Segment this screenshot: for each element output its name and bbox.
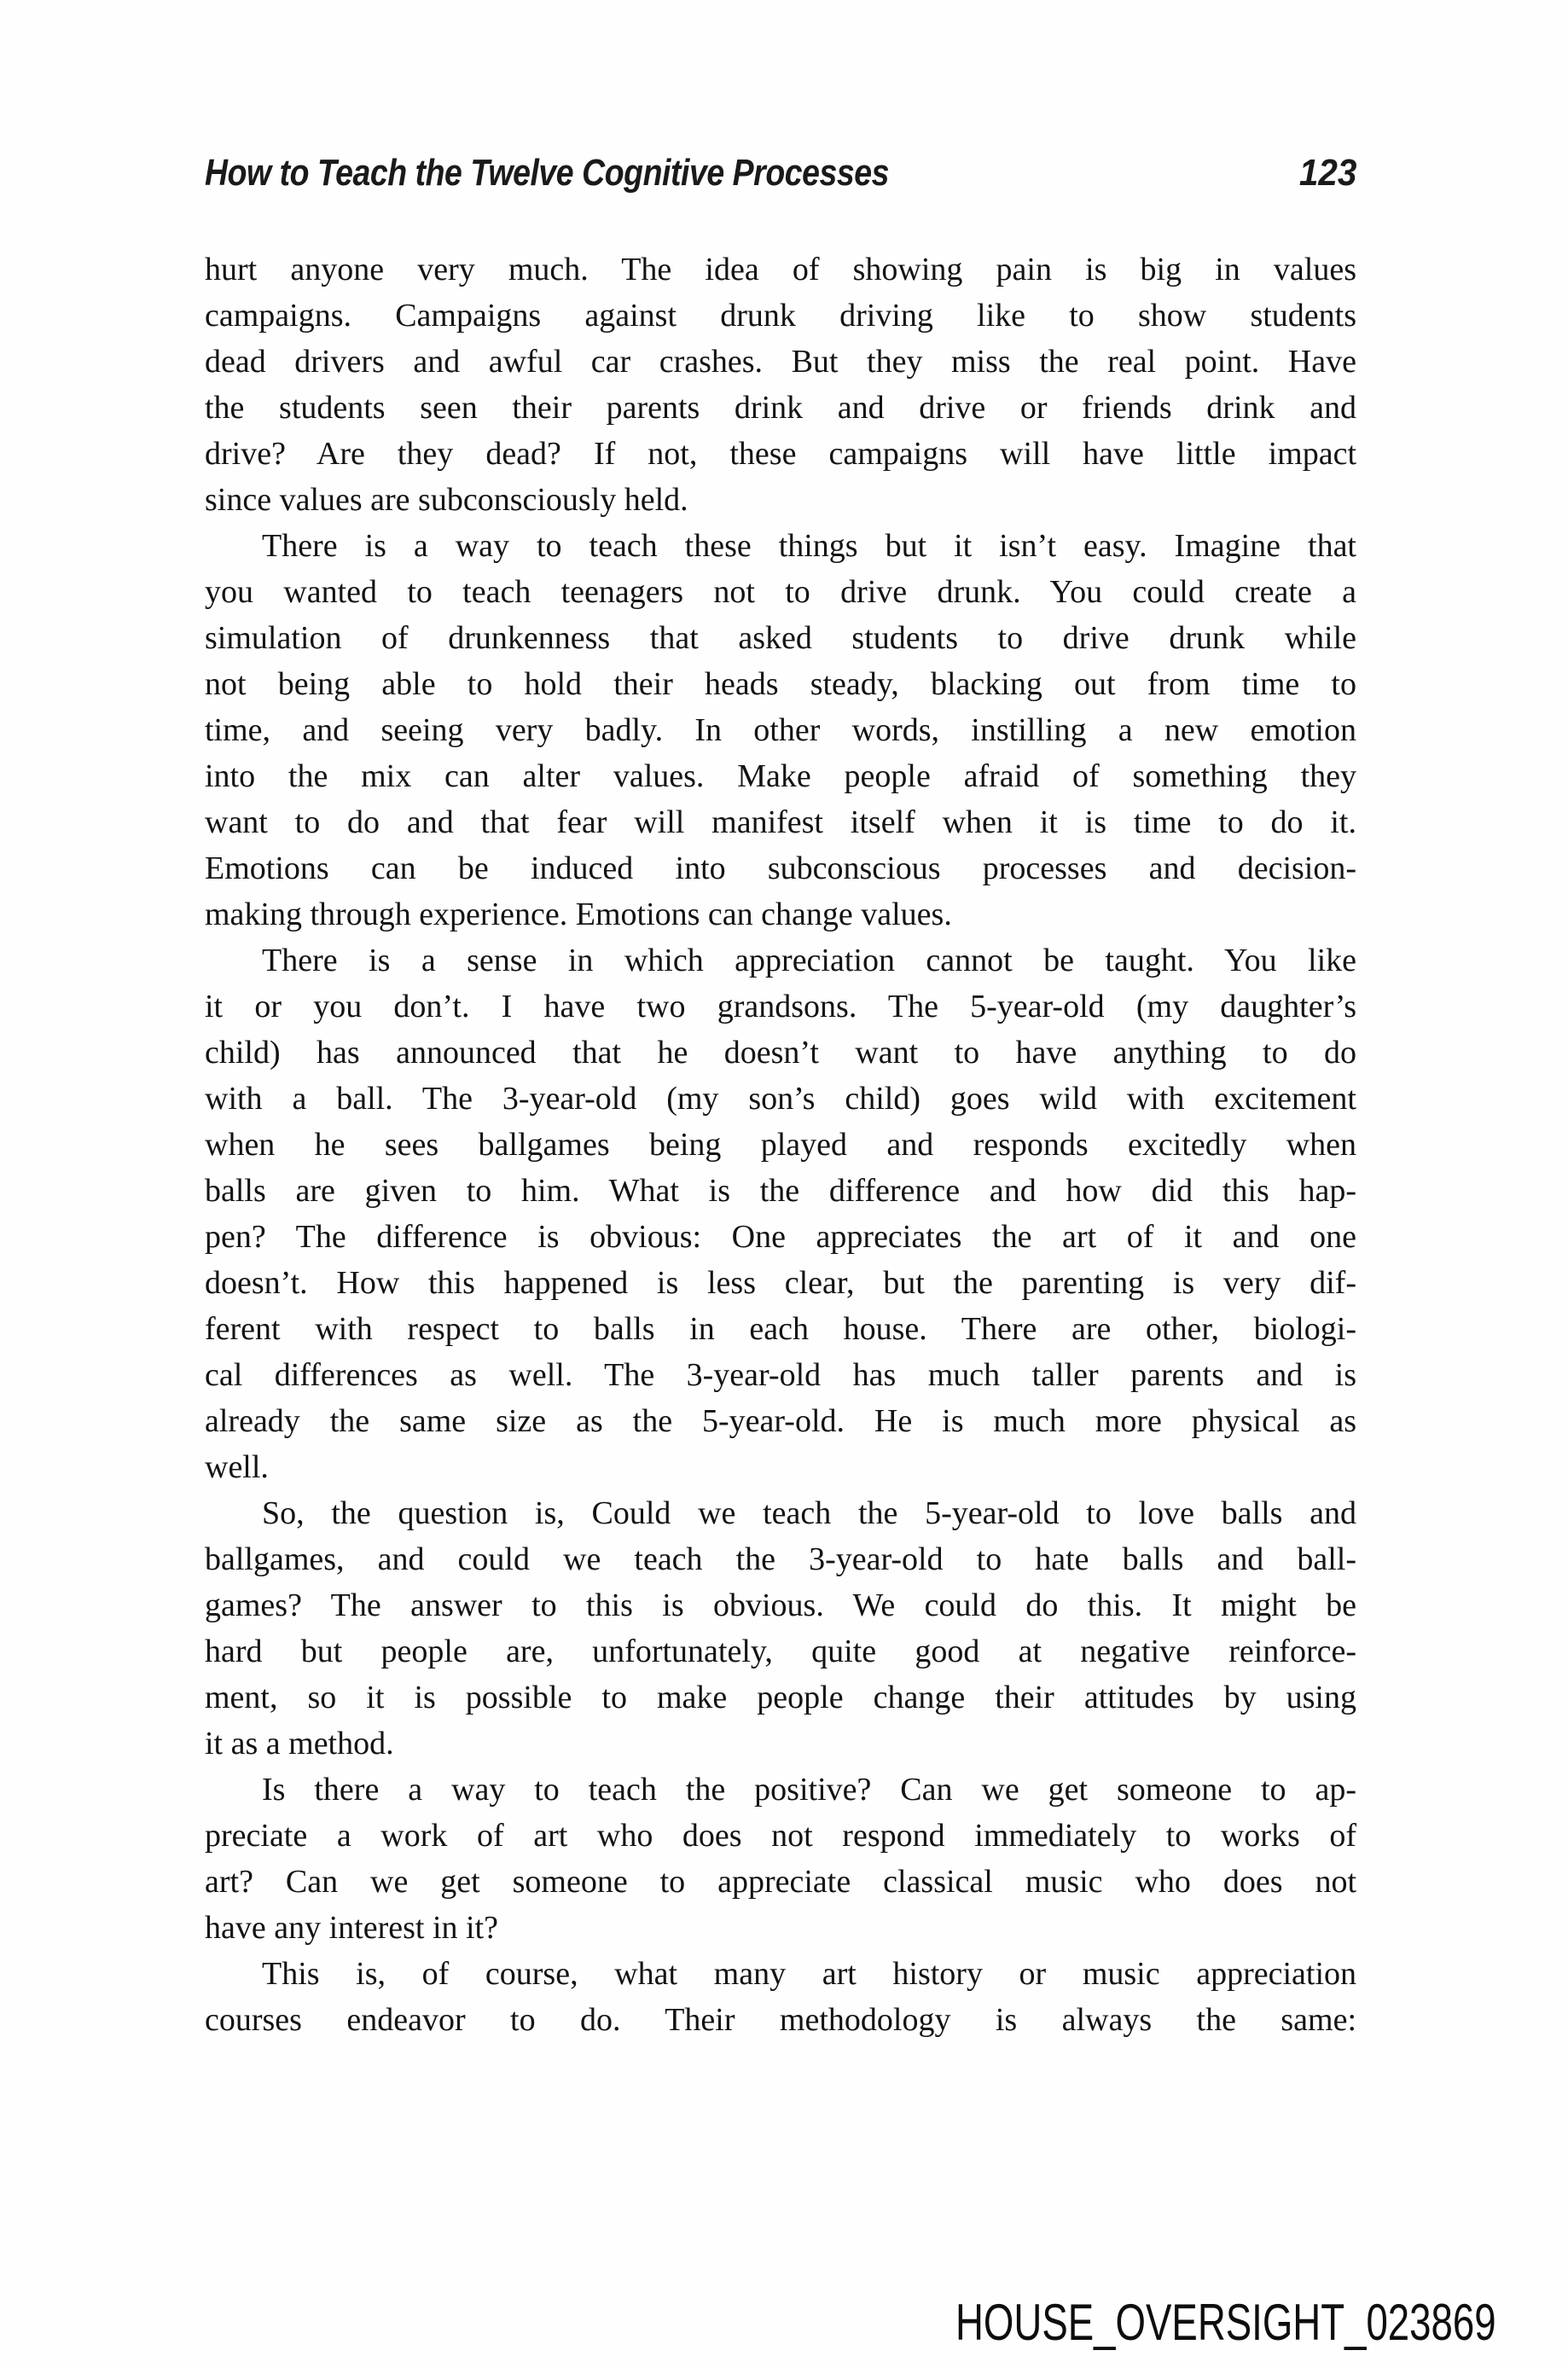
text-line: want to do and that fear will manifest itself when it is time to do it. [205,804,1356,840]
text-line: well. [205,1449,269,1485]
text-line: time, and seeing very badly. In other words, instilling a new emotion [205,712,1356,748]
page-number: 123 [1298,152,1356,194]
text-line: already the same size as the 5-year-old. He is much more physical as [205,1403,1356,1439]
text-line: There is a sense in which appreciation cannot be taught. You like [262,943,1356,978]
paragraph [205,1490,1356,1767]
text-line: doesn’t. How this happened is less clear, but the parenting is very dif- [205,1265,1356,1301]
text-line: it as a method. [205,1726,394,1761]
text-line: child) has announced that he doesn’t want to have anything to do [205,1035,1356,1071]
text-line: So, the question is, Could we teach the 5-year-old to love balls and [262,1495,1356,1531]
text-line: hard but people are, unfortunately, quite good at negative reinforce- [205,1634,1356,1669]
page-body-text [205,247,1356,2043]
paragraph [205,1767,1356,1951]
text-line: have any interest in it? [205,1910,498,1946]
text-line: into the mix can alter values. Make people afraid of something they [205,758,1356,794]
running-header [205,152,1356,194]
bates-stamp: HOUSE_OVERSIGHT_023869 [955,2294,1496,2351]
text-line: Emotions can be induced into subconscious processes and decision- [205,850,1356,886]
text-line: cal differences as well. The 3-year-old has much taller parents and is [205,1357,1356,1393]
paragraph [205,523,1356,937]
text-line: the students seen their parents drink and drive or friends drink and [205,390,1356,426]
text-line: dead drivers and awful car crashes. But they miss the real point. Have [205,344,1356,380]
text-line: with a ball. The 3-year-old (my son’s child) goes wild with excitement [205,1081,1356,1117]
text-line: pen? The difference is obvious: One appreciates the art of it and one [205,1219,1356,1255]
text-line: courses endeavor to do. Their methodology is always the same: [205,2002,1356,2038]
paragraph [205,1951,1356,2043]
text-line: campaigns. Campaigns against drunk driving like to show students [205,298,1356,334]
paragraph [205,937,1356,1490]
text-line: This is, of course, what many art history or music appreciation [262,1956,1356,1992]
paragraph [205,247,1356,523]
text-line: ballgames, and could we teach the 3-year-old to hate balls and ball- [205,1541,1356,1577]
text-line: There is a way to teach these things but it isn’t easy. Imagine that [262,528,1356,564]
text-line: art? Can we get someone to appreciate classical music who does not [205,1864,1356,1900]
text-line: ferent with respect to balls in each house. There are other, biologi- [205,1311,1356,1347]
text-line: not being able to hold their heads steady, blacking out from time to [205,666,1356,702]
running-header-title: How to Teach the Twelve Cognitive Processes [205,152,889,194]
text-line: drive? Are they dead? If not, these campaigns will have little impact [205,436,1356,472]
text-line: ment, so it is possible to make people change their attitudes by using [205,1680,1356,1715]
text-line: you wanted to teach teenagers not to drive drunk. You could create a [205,574,1356,610]
text-line: it or you don’t. I have two grandsons. The 5-year-old (my daughter’s [205,989,1356,1024]
text-line: games? The answer to this is obvious. We could do this. It might be [205,1587,1356,1623]
text-line: Is there a way to teach the positive? Can we get someone to ap- [262,1772,1356,1808]
text-line: since values are subconsciously held. [205,482,688,518]
text-line: balls are given to him. What is the difference and how did this hap- [205,1173,1356,1209]
text-line: hurt anyone very much. The idea of showing pain is big in values [205,252,1356,287]
text-line: simulation of drunkenness that asked students to drive drunk while [205,620,1356,656]
text-line: when he sees ballgames being played and responds excitedly when [205,1127,1356,1163]
text-line: making through experience. Emotions can change values. [205,897,952,932]
text-line: preciate a work of art who does not respond immediately to works of [205,1818,1356,1854]
